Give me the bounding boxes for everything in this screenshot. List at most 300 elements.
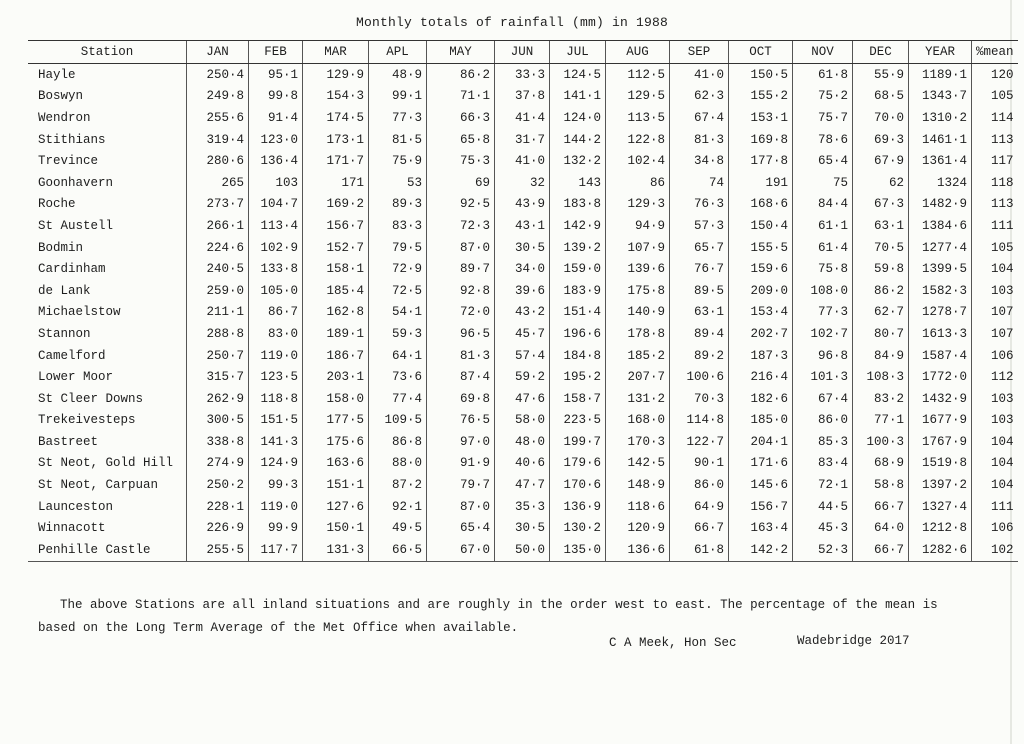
- cell-mar: 185·4: [303, 280, 369, 302]
- cell-may: 97·0: [427, 431, 495, 453]
- cell-station: Camelford: [38, 348, 106, 363]
- cell-jan: 262·9: [187, 388, 249, 410]
- cell-dec: 63·1: [853, 215, 909, 237]
- cell-oct: 171·6: [729, 453, 793, 475]
- cell-dec: 67·9: [853, 150, 909, 172]
- cell-year: 1384·6: [909, 215, 972, 237]
- cell-feb: 86·7: [249, 302, 303, 324]
- cell-nov: 75·2: [793, 86, 853, 108]
- cell-dec: 67·3: [853, 194, 909, 216]
- cell-jul: 124·5: [550, 64, 606, 86]
- cell-pct-mean: 103: [972, 388, 1018, 410]
- cell-mar: 173·1: [303, 129, 369, 151]
- cell-jan: 273·7: [187, 194, 249, 216]
- cell-year: 1582·3: [909, 280, 972, 302]
- cell-nov: 75: [793, 172, 853, 194]
- cell-aug: 129·5: [606, 86, 670, 108]
- cell-pct-mean: 104: [972, 474, 1018, 496]
- cell-mar: 186·7: [303, 345, 369, 367]
- cell-jan: 211·1: [187, 302, 249, 324]
- cell-nov: 61·8: [793, 64, 853, 86]
- cell-pct-mean: 113: [972, 129, 1018, 151]
- page-title: Monthly totals of rainfall (mm) in 1988: [355, 15, 669, 30]
- cell-aug: 120·9: [606, 517, 670, 539]
- cell-jul: 142·9: [550, 215, 606, 237]
- cell-aug: 112·5: [606, 64, 670, 86]
- cell-apl: 86·8: [369, 431, 427, 453]
- cell-station: St Austell: [38, 218, 114, 233]
- cell-year: 1482·9: [909, 194, 972, 216]
- cell-dec: 68·5: [853, 86, 909, 108]
- cell-sep: 86·0: [670, 474, 729, 496]
- cell-pct-mean: 112: [972, 366, 1018, 388]
- cell-nov: 72·1: [793, 474, 853, 496]
- table-row: [28, 453, 1018, 475]
- cell-nov: 75·8: [793, 258, 853, 280]
- cell-station: St Neot, Gold Hill: [38, 456, 174, 471]
- table-row: [28, 474, 1018, 496]
- cell-aug: 178·8: [606, 323, 670, 345]
- cell-nov: 83·4: [793, 453, 853, 475]
- cell-nov: 86·0: [793, 410, 853, 432]
- col-header-feb: FEB: [249, 41, 303, 64]
- cell-jun: 35·3: [495, 496, 550, 518]
- cell-may: 76·5: [427, 410, 495, 432]
- col-header-pct-mean: %mean: [972, 41, 1018, 64]
- cell-aug: 185·2: [606, 345, 670, 367]
- cell-feb: 133·8: [249, 258, 303, 280]
- cell-mar: 203·1: [303, 366, 369, 388]
- cell-jun: 45·7: [495, 323, 550, 345]
- cell-aug: 136·6: [606, 539, 670, 561]
- cell-station: Wendron: [38, 110, 91, 125]
- cell-pct-mean: 111: [972, 215, 1018, 237]
- cell-feb: 99·3: [249, 474, 303, 496]
- cell-jun: 40·6: [495, 453, 550, 475]
- cell-nov: 67·4: [793, 388, 853, 410]
- cell-mar: 131·3: [303, 539, 369, 561]
- cell-aug: 148·9: [606, 474, 670, 496]
- cell-jan: 338·8: [187, 431, 249, 453]
- cell-sep: 64·9: [670, 496, 729, 518]
- cell-feb: 91·4: [249, 107, 303, 129]
- cell-feb: 117·7: [249, 539, 303, 561]
- cell-jan: 226·9: [187, 517, 249, 539]
- cell-feb: 103: [249, 172, 303, 194]
- table-row: [28, 194, 1018, 216]
- cell-sep: 57·3: [670, 215, 729, 237]
- cell-may: 79·7: [427, 474, 495, 496]
- cell-feb: 123·0: [249, 129, 303, 151]
- cell-mar: 154·3: [303, 86, 369, 108]
- table-row: [28, 388, 1018, 410]
- footer-note-line1: The above Stations are all inland situations and are roughly in the order west to east. The percentage of the mean is: [60, 598, 938, 612]
- cell-mar: 127·6: [303, 496, 369, 518]
- cell-year: 1772·0: [909, 366, 972, 388]
- cell-nov: 44·5: [793, 496, 853, 518]
- cell-station: Hayle: [38, 67, 76, 82]
- cell-jul: 184·8: [550, 345, 606, 367]
- cell-jul: 141·1: [550, 86, 606, 108]
- cell-feb: 113·4: [249, 215, 303, 237]
- cell-may: 91·9: [427, 453, 495, 475]
- cell-year: 1399·5: [909, 258, 972, 280]
- cell-jun: 30·5: [495, 517, 550, 539]
- table-row: [28, 86, 1018, 108]
- table-row: [28, 64, 1018, 86]
- cell-station: St Neot, Carpuan: [38, 478, 159, 493]
- cell-feb: 151·5: [249, 410, 303, 432]
- cell-apl: 87·2: [369, 474, 427, 496]
- cell-jul: 196·6: [550, 323, 606, 345]
- col-header-aug: AUG: [606, 41, 670, 64]
- cell-feb: 141·3: [249, 431, 303, 453]
- cell-apl: 73·6: [369, 366, 427, 388]
- cell-sep: 66·7: [670, 517, 729, 539]
- cell-mar: 162·8: [303, 302, 369, 324]
- cell-jan: 240·5: [187, 258, 249, 280]
- cell-sep: 41·0: [670, 64, 729, 86]
- cell-nov: 77·3: [793, 302, 853, 324]
- cell-oct: 202·7: [729, 323, 793, 345]
- col-header-may: MAY: [427, 41, 495, 64]
- cell-jan: 228·1: [187, 496, 249, 518]
- cell-jul: 136·9: [550, 496, 606, 518]
- cell-jun: 43·1: [495, 215, 550, 237]
- cell-mar: 151·1: [303, 474, 369, 496]
- cell-year: 1343·7: [909, 86, 972, 108]
- cell-jul: 170·6: [550, 474, 606, 496]
- cell-dec: 58·8: [853, 474, 909, 496]
- cell-jun: 32: [495, 172, 550, 194]
- cell-sep: 62·3: [670, 86, 729, 108]
- cell-jan: 224·6: [187, 237, 249, 259]
- cell-feb: 104·7: [249, 194, 303, 216]
- table-row: [28, 302, 1018, 324]
- cell-may: 81·3: [427, 345, 495, 367]
- cell-year: 1461·1: [909, 129, 972, 151]
- col-header-year: YEAR: [909, 41, 972, 64]
- rainfall-table: [28, 40, 1018, 562]
- cell-year: 1189·1: [909, 64, 972, 86]
- cell-pct-mean: 105: [972, 86, 1018, 108]
- cell-pct-mean: 107: [972, 302, 1018, 324]
- cell-year: 1397·2: [909, 474, 972, 496]
- cell-pct-mean: 106: [972, 345, 1018, 367]
- cell-oct: 155·2: [729, 86, 793, 108]
- cell-oct: 177·8: [729, 150, 793, 172]
- cell-apl: 64·1: [369, 345, 427, 367]
- cell-dec: 66·7: [853, 496, 909, 518]
- cell-aug: 129·3: [606, 194, 670, 216]
- cell-pct-mean: 103: [972, 280, 1018, 302]
- cell-mar: 189·1: [303, 323, 369, 345]
- table-row: [28, 258, 1018, 280]
- cell-station: Goonhavern: [38, 175, 114, 190]
- cell-apl: 109·5: [369, 410, 427, 432]
- cell-jul: 143: [550, 172, 606, 194]
- cell-oct: 150·5: [729, 64, 793, 86]
- cell-jan: 250·7: [187, 345, 249, 367]
- cell-jan: 250·2: [187, 474, 249, 496]
- cell-nov: 45·3: [793, 517, 853, 539]
- cell-aug: 170·3: [606, 431, 670, 453]
- col-header-apl: APL: [369, 41, 427, 64]
- cell-feb: 124·9: [249, 453, 303, 475]
- cell-sep: 70·3: [670, 388, 729, 410]
- cell-jul: 195·2: [550, 366, 606, 388]
- cell-jun: 48·0: [495, 431, 550, 453]
- table-row: [28, 323, 1018, 345]
- cell-jul: 144·2: [550, 129, 606, 151]
- cell-feb: 136·4: [249, 150, 303, 172]
- cell-mar: 177·5: [303, 410, 369, 432]
- cell-year: 1212·8: [909, 517, 972, 539]
- cell-nov: 96·8: [793, 345, 853, 367]
- cell-pct-mean: 105: [972, 237, 1018, 259]
- cell-aug: 142·5: [606, 453, 670, 475]
- cell-jun: 31·7: [495, 129, 550, 151]
- cell-dec: 62·7: [853, 302, 909, 324]
- cell-station: Winnacott: [38, 521, 106, 536]
- col-header-jun: JUN: [495, 41, 550, 64]
- cell-year: 1310·2: [909, 107, 972, 129]
- cell-feb: 119·0: [249, 345, 303, 367]
- cell-pct-mean: 120: [972, 64, 1018, 86]
- cell-aug: 94·9: [606, 215, 670, 237]
- cell-apl: 77·4: [369, 388, 427, 410]
- cell-aug: 131·2: [606, 388, 670, 410]
- cell-oct: 204·1: [729, 431, 793, 453]
- cell-apl: 89·3: [369, 194, 427, 216]
- cell-oct: 185·0: [729, 410, 793, 432]
- cell-mar: 158·0: [303, 388, 369, 410]
- cell-year: 1677·9: [909, 410, 972, 432]
- cell-nov: 78·6: [793, 129, 853, 151]
- cell-jun: 50·0: [495, 539, 550, 561]
- cell-jun: 59·2: [495, 366, 550, 388]
- cell-apl: 81·5: [369, 129, 427, 151]
- cell-feb: 119·0: [249, 496, 303, 518]
- cell-aug: 107·9: [606, 237, 670, 259]
- cell-apl: 59·3: [369, 323, 427, 345]
- cell-apl: 49·5: [369, 517, 427, 539]
- cell-apl: 75·9: [369, 150, 427, 172]
- cell-year: 1278·7: [909, 302, 972, 324]
- cell-oct: 169·8: [729, 129, 793, 151]
- cell-jan: 319·4: [187, 129, 249, 151]
- cell-aug: 118·6: [606, 496, 670, 518]
- cell-jul: 158·7: [550, 388, 606, 410]
- cell-may: 87·0: [427, 237, 495, 259]
- cell-station: Penhille Castle: [28, 539, 187, 561]
- cell-apl: 79·5: [369, 237, 427, 259]
- col-header-mar: MAR: [303, 41, 369, 64]
- cell-mar: 171: [303, 172, 369, 194]
- cell-aug: 113·5: [606, 107, 670, 129]
- col-header-nov: NOV: [793, 41, 853, 64]
- cell-mar: 129·9: [303, 64, 369, 86]
- cell-jan: 255·6: [187, 107, 249, 129]
- cell-mar: 169·2: [303, 194, 369, 216]
- table-row: [28, 129, 1018, 151]
- cell-sep: 67·4: [670, 107, 729, 129]
- cell-apl: 88·0: [369, 453, 427, 475]
- cell-pct-mean: 111: [972, 496, 1018, 518]
- cell-feb: 95·1: [249, 64, 303, 86]
- cell-oct: 145·6: [729, 474, 793, 496]
- cell-jul: 124·0: [550, 107, 606, 129]
- cell-jul: 151·4: [550, 302, 606, 324]
- cell-may: 69: [427, 172, 495, 194]
- cell-mar: 174·5: [303, 107, 369, 129]
- cell-jun: 39·6: [495, 280, 550, 302]
- cell-jun: 43·2: [495, 302, 550, 324]
- cell-dec: 84·9: [853, 345, 909, 367]
- cell-jul: 199·7: [550, 431, 606, 453]
- cell-oct: 168·6: [729, 194, 793, 216]
- cell-pct-mean: 102: [972, 539, 1018, 561]
- cell-feb: 99·9: [249, 517, 303, 539]
- table-row: [28, 345, 1018, 367]
- cell-may: 72·3: [427, 215, 495, 237]
- cell-jun: 47·7: [495, 474, 550, 496]
- cell-dec: 59·8: [853, 258, 909, 280]
- cell-may: 87·4: [427, 366, 495, 388]
- cell-sep: 63·1: [670, 302, 729, 324]
- cell-jan: 288·8: [187, 323, 249, 345]
- cell-jun: 41·0: [495, 150, 550, 172]
- table-row: [28, 280, 1018, 302]
- cell-may: 72·0: [427, 302, 495, 324]
- table-row: [28, 215, 1018, 237]
- cell-jan: 249·8: [187, 86, 249, 108]
- cell-year: 1767·9: [909, 431, 972, 453]
- cell-dec: 80·7: [853, 323, 909, 345]
- cell-aug: 175·8: [606, 280, 670, 302]
- cell-jan: 315·7: [187, 366, 249, 388]
- cell-nov: 52·3: [793, 539, 853, 561]
- cell-sep: 81·3: [670, 129, 729, 151]
- cell-sep: 122·7: [670, 431, 729, 453]
- cell-pct-mean: 106: [972, 517, 1018, 539]
- cell-nov: 61·1: [793, 215, 853, 237]
- cell-may: 66·3: [427, 107, 495, 129]
- cell-dec: 68·9: [853, 453, 909, 475]
- cell-apl: 99·1: [369, 86, 427, 108]
- col-header-station: Station: [28, 41, 187, 64]
- cell-jun: 34·0: [495, 258, 550, 280]
- cell-may: 96·5: [427, 323, 495, 345]
- cell-jul: 139·2: [550, 237, 606, 259]
- cell-oct: 142·2: [729, 539, 793, 561]
- cell-apl: 48·9: [369, 64, 427, 86]
- cell-sep: 74: [670, 172, 729, 194]
- table-row: [28, 517, 1018, 539]
- cell-sep: 100·6: [670, 366, 729, 388]
- table-row: [28, 539, 1018, 561]
- cell-apl: 54·1: [369, 302, 427, 324]
- cell-mar: 175·6: [303, 431, 369, 453]
- table-row: [28, 410, 1018, 432]
- cell-may: 65·4: [427, 517, 495, 539]
- cell-pct-mean: 114: [972, 107, 1018, 129]
- cell-may: 75·3: [427, 150, 495, 172]
- cell-nov: 101·3: [793, 366, 853, 388]
- cell-pct-mean: 104: [972, 258, 1018, 280]
- cell-jun: 30·5: [495, 237, 550, 259]
- cell-oct: 163·4: [729, 517, 793, 539]
- cell-year: 1432·9: [909, 388, 972, 410]
- cell-sep: 89·4: [670, 323, 729, 345]
- cell-pct-mean: 117: [972, 150, 1018, 172]
- cell-pct-mean: 103: [972, 410, 1018, 432]
- cell-jun: 33·3: [495, 64, 550, 86]
- cell-sep: 89·5: [670, 280, 729, 302]
- cell-jul: 132·2: [550, 150, 606, 172]
- cell-pct-mean: 118: [972, 172, 1018, 194]
- cell-may: 87·0: [427, 496, 495, 518]
- cell-dec: 55·9: [853, 64, 909, 86]
- cell-jul: 183·9: [550, 280, 606, 302]
- cell-oct: 209·0: [729, 280, 793, 302]
- cell-jun: 57·4: [495, 345, 550, 367]
- cell-station: Trevince: [38, 154, 99, 169]
- table-row: [28, 237, 1018, 259]
- cell-may: 89·7: [427, 258, 495, 280]
- cell-apl: 53: [369, 172, 427, 194]
- cell-dec: 100·3: [853, 431, 909, 453]
- cell-mar: 171·7: [303, 150, 369, 172]
- cell-nov: 65·4: [793, 150, 853, 172]
- cell-jul: 159·0: [550, 258, 606, 280]
- cell-dec: 70·0: [853, 107, 909, 129]
- cell-station: Bodmin: [38, 240, 84, 255]
- cell-dec: 108·3: [853, 366, 909, 388]
- cell-station: Boswyn: [38, 89, 84, 104]
- cell-feb: 102·9: [249, 237, 303, 259]
- cell-year: 1519·8: [909, 453, 972, 475]
- cell-may: 86·2: [427, 64, 495, 86]
- cell-apl: 66·5: [369, 539, 427, 561]
- cell-jan: 300·5: [187, 410, 249, 432]
- cell-nov: 102·7: [793, 323, 853, 345]
- table-row: [28, 172, 1018, 194]
- cell-apl: 72·5: [369, 280, 427, 302]
- col-header-dec: DEC: [853, 41, 909, 64]
- cell-oct: 155·5: [729, 237, 793, 259]
- cell-feb: 83·0: [249, 323, 303, 345]
- cell-station: Launceston: [38, 499, 114, 514]
- footer-place-year: Wadebridge 2017: [797, 634, 910, 648]
- cell-jun: 37·8: [495, 86, 550, 108]
- col-header-jan: JAN: [187, 41, 249, 64]
- cell-oct: 153·4: [729, 302, 793, 324]
- table-row: [28, 107, 1018, 129]
- cell-station: Lower Moor: [38, 370, 114, 385]
- cell-jul: 135·0: [550, 539, 606, 561]
- cell-year: 1324: [909, 172, 972, 194]
- cell-apl: 77·3: [369, 107, 427, 129]
- cell-nov: 108·0: [793, 280, 853, 302]
- cell-may: 92·5: [427, 194, 495, 216]
- cell-station: de Lank: [38, 283, 91, 298]
- cell-station: Stithians: [38, 132, 106, 147]
- cell-dec: 66·7: [853, 539, 909, 561]
- cell-dec: 83·2: [853, 388, 909, 410]
- cell-station: Michaelstow: [38, 305, 121, 320]
- cell-oct: 159·6: [729, 258, 793, 280]
